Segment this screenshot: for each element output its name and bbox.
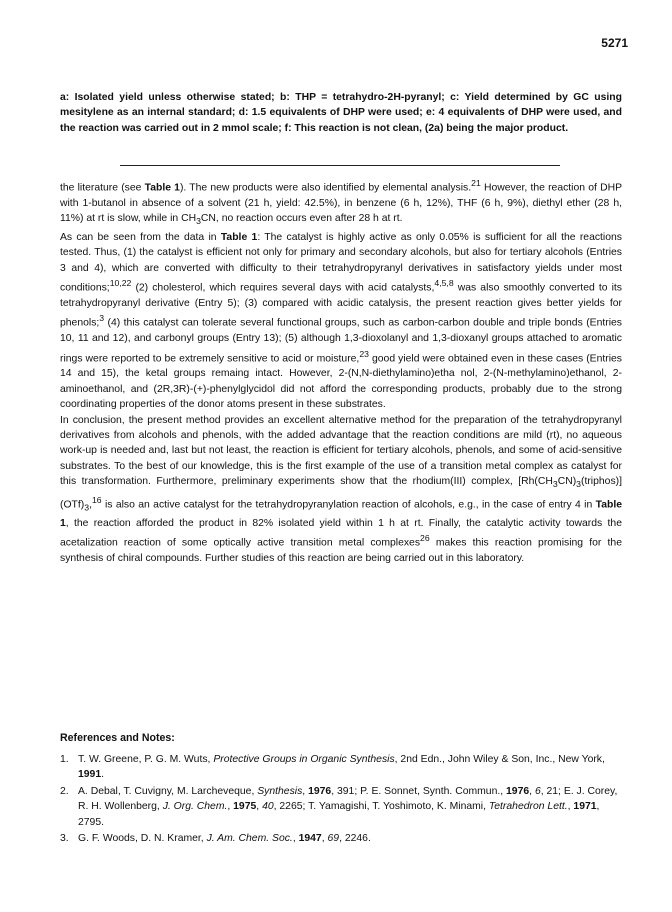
text-span: (triphos)](OTf) xyxy=(60,476,622,511)
text-span: , 2246. xyxy=(339,833,371,845)
text-span: good yield were obtained even in these cases (Entries 14 and 15), the ketal groups remaing intact. However, 2-(N,N-diethylamino)etha nol, 2-(N-methylamino)ethanol, 2-aminoethanol, and (2R,3R)-(+)-phenylglycidol did not afford the corresponding products, probably due to the strong coordinating properties of the donor atoms present in these substrates. xyxy=(60,353,622,411)
text-span: was also smoothly converted to its tetrahydropyranyl derivative (Entry 5); (3) compared with acidic catalysis, the present reaction gives better yields for phenols; xyxy=(60,282,622,329)
citation-superscript: 3 xyxy=(99,313,105,324)
paragraph-literature xyxy=(60,176,622,230)
italic-title: Protective Groups in Organic Synthesis xyxy=(213,754,395,765)
reference-text xyxy=(78,784,622,830)
text-span: , xyxy=(321,833,328,845)
table-reference: Table 1 xyxy=(220,231,258,243)
table-footnote: a: Isolated yield unless otherwise stated; b: THP = tetrahydro-2H-pyranyl; c: Yield determined by GC using mesitylene as an internal standard; d: 1.5 equivalents of DHP were used; e: 4 equivalents of DHP were used, and the reaction was carried out in 2 mmol scale; f: This reaction is not clean, (2a) being the major product. xyxy=(60,92,622,134)
text-span: , xyxy=(227,801,234,813)
reference-number: 3. xyxy=(60,833,69,845)
text-span: , xyxy=(529,785,535,797)
bold-year: 1976 xyxy=(308,785,332,797)
text-span: , 2795. xyxy=(78,801,600,828)
text-span: In conclusion, the present method provides an excellent alternative method for the preparation of the tetrahydropyranyl derivatives from alcohols and phenols, with the added advantage that the reaction conditions are mild (rt), no aqueous work-up is needed and, last but not least, the reaction is efficient for tertiary alcohols, phenols, and some of acid-sensitive substrates. To the best of our knowledge, this is the first example of the use of a transition metal complex as catalyst for this transformation. Furthermore, preliminary experiments show that the rhodium(III) complex, [Rh(CH xyxy=(60,414,622,488)
text-span: (4) this catalyst can tolerate several functional groups, such as carbon-carbon double and triple bonds (Entries 10, 11 and 12), and carbonyl groups (Entry 13); (5) although 1,3-dioxolanyl and 1,3-dioxanyl groups attached to aromatic rings were reported to be extremely sensitive to acid or moisture, xyxy=(60,317,622,365)
reference-item xyxy=(60,831,622,846)
italic-title: J. Org. Chem. xyxy=(162,801,228,813)
text-span: However, the reaction of DHP with 1-butanol in absence of a solvent (21 h, yield: 42.5%), in benzene (6 h, 12%), THF (6 h, 9%), diethyl ether (28 h, 11%) at rt is slow, while in CH xyxy=(60,182,623,225)
subscript: 3 xyxy=(552,479,558,490)
reference-number: 2. xyxy=(60,785,69,797)
text-span: , 2nd Edn., John Wiley & Son, Inc., New York, xyxy=(394,754,605,765)
italic-volume: 40 xyxy=(262,801,274,813)
italic-title: J. Am. Chem. Soc. xyxy=(206,833,293,845)
text-span: As can be seen from the data in xyxy=(60,231,221,243)
citation-superscript: 4,5,8 xyxy=(434,277,454,288)
subscript: 3 xyxy=(576,479,581,490)
text-span: , xyxy=(89,499,92,511)
paragraph-results xyxy=(60,230,622,413)
text-span: , 2265; T. Yamagishi, T. Yoshimoto, K. Minami, xyxy=(273,801,489,813)
reference-item xyxy=(60,784,622,830)
italic-title: Synthesis xyxy=(257,785,303,797)
citation-superscript: 21 xyxy=(471,178,481,188)
text-span: , the reaction afforded the product in 82% isolated yield within 1 h at rt. Finally, the catalytic activity towards the acetalization reaction of some optically active transition metal complexes xyxy=(60,517,622,549)
page-number: 5271 xyxy=(601,36,628,50)
bold-year: 1976 xyxy=(506,785,530,797)
italic-volume: 6 xyxy=(534,785,541,797)
table-reference: Table 1 xyxy=(144,182,180,194)
subscript: 3 xyxy=(84,502,90,513)
text-span: T. W. Greene, P. G. M. Wuts, xyxy=(78,754,214,765)
citation-superscript: 10,22 xyxy=(109,277,132,288)
reference-item xyxy=(60,752,622,783)
table-reference: Table 1 xyxy=(60,499,622,529)
text-span: the literature (see xyxy=(60,182,145,194)
text-span: makes this reaction promising for the synthesis of chiral compounds. Further studies of this reaction are being carried out in this laboratory. xyxy=(60,537,622,564)
reference-text xyxy=(78,752,622,783)
separator-rule xyxy=(120,165,560,166)
subscript: 3 xyxy=(196,216,201,227)
text-span: , xyxy=(302,785,309,797)
reference-text xyxy=(78,831,622,846)
citation-superscript: 23 xyxy=(359,348,369,359)
reference-list xyxy=(60,752,622,847)
italic-title: Tetrahedron Lett. xyxy=(488,801,568,813)
text-span: , xyxy=(256,801,263,813)
body-text xyxy=(60,176,622,566)
bold-year: 1971 xyxy=(573,801,597,813)
citation-superscript: 16 xyxy=(91,494,102,505)
bold-year: 1991 xyxy=(78,769,102,781)
text-span: , 21; E. J. Corey, R. H. Wollenberg, xyxy=(78,785,618,813)
text-span: , xyxy=(567,801,574,813)
text-span: A. Debal, T. Cuvigny, M. Larcheveque, xyxy=(78,785,258,797)
text-span: CN) xyxy=(557,476,577,488)
text-span: , 391; P. E. Sonnet, Synth. Commun., xyxy=(331,785,507,797)
paragraph-conclusion xyxy=(60,413,622,567)
reference-number: 1. xyxy=(60,754,69,765)
text-span: ). The new products were also identified by elemental analysis. xyxy=(179,182,472,194)
bold-year: 1975 xyxy=(233,801,257,813)
text-span: : The catalyst is highly active as only 0.05% is sufficient for all the reactions tested. Thus, (1) the catalyst is efficient not only for primary and secondary alcohols, but also for tertiary alcohols (Entries 3 and 4), which are converted with difficulty to their tetrahydropyranyl derivatives in satisfactory yields under most conditions; xyxy=(60,231,622,294)
text-span: G. F. Woods, D. N. Kramer, xyxy=(78,833,207,845)
text-span: CN, no reaction occurs even after 28 h at rt. xyxy=(200,213,403,225)
references-heading: References and Notes: xyxy=(60,732,175,744)
bold-year: 1947 xyxy=(298,833,322,845)
text-span: (2) cholesterol, which requires several days with acid catalysts, xyxy=(131,282,435,294)
text-span: , xyxy=(292,833,299,845)
text-span: is also an active catalyst for the tetrahydropyranylation reaction of alcohols, e.g., in the case of entry 4 in xyxy=(101,499,596,511)
italic-volume: 69 xyxy=(327,833,340,845)
citation-superscript: 26 xyxy=(420,533,430,544)
text-span: . xyxy=(101,769,105,781)
